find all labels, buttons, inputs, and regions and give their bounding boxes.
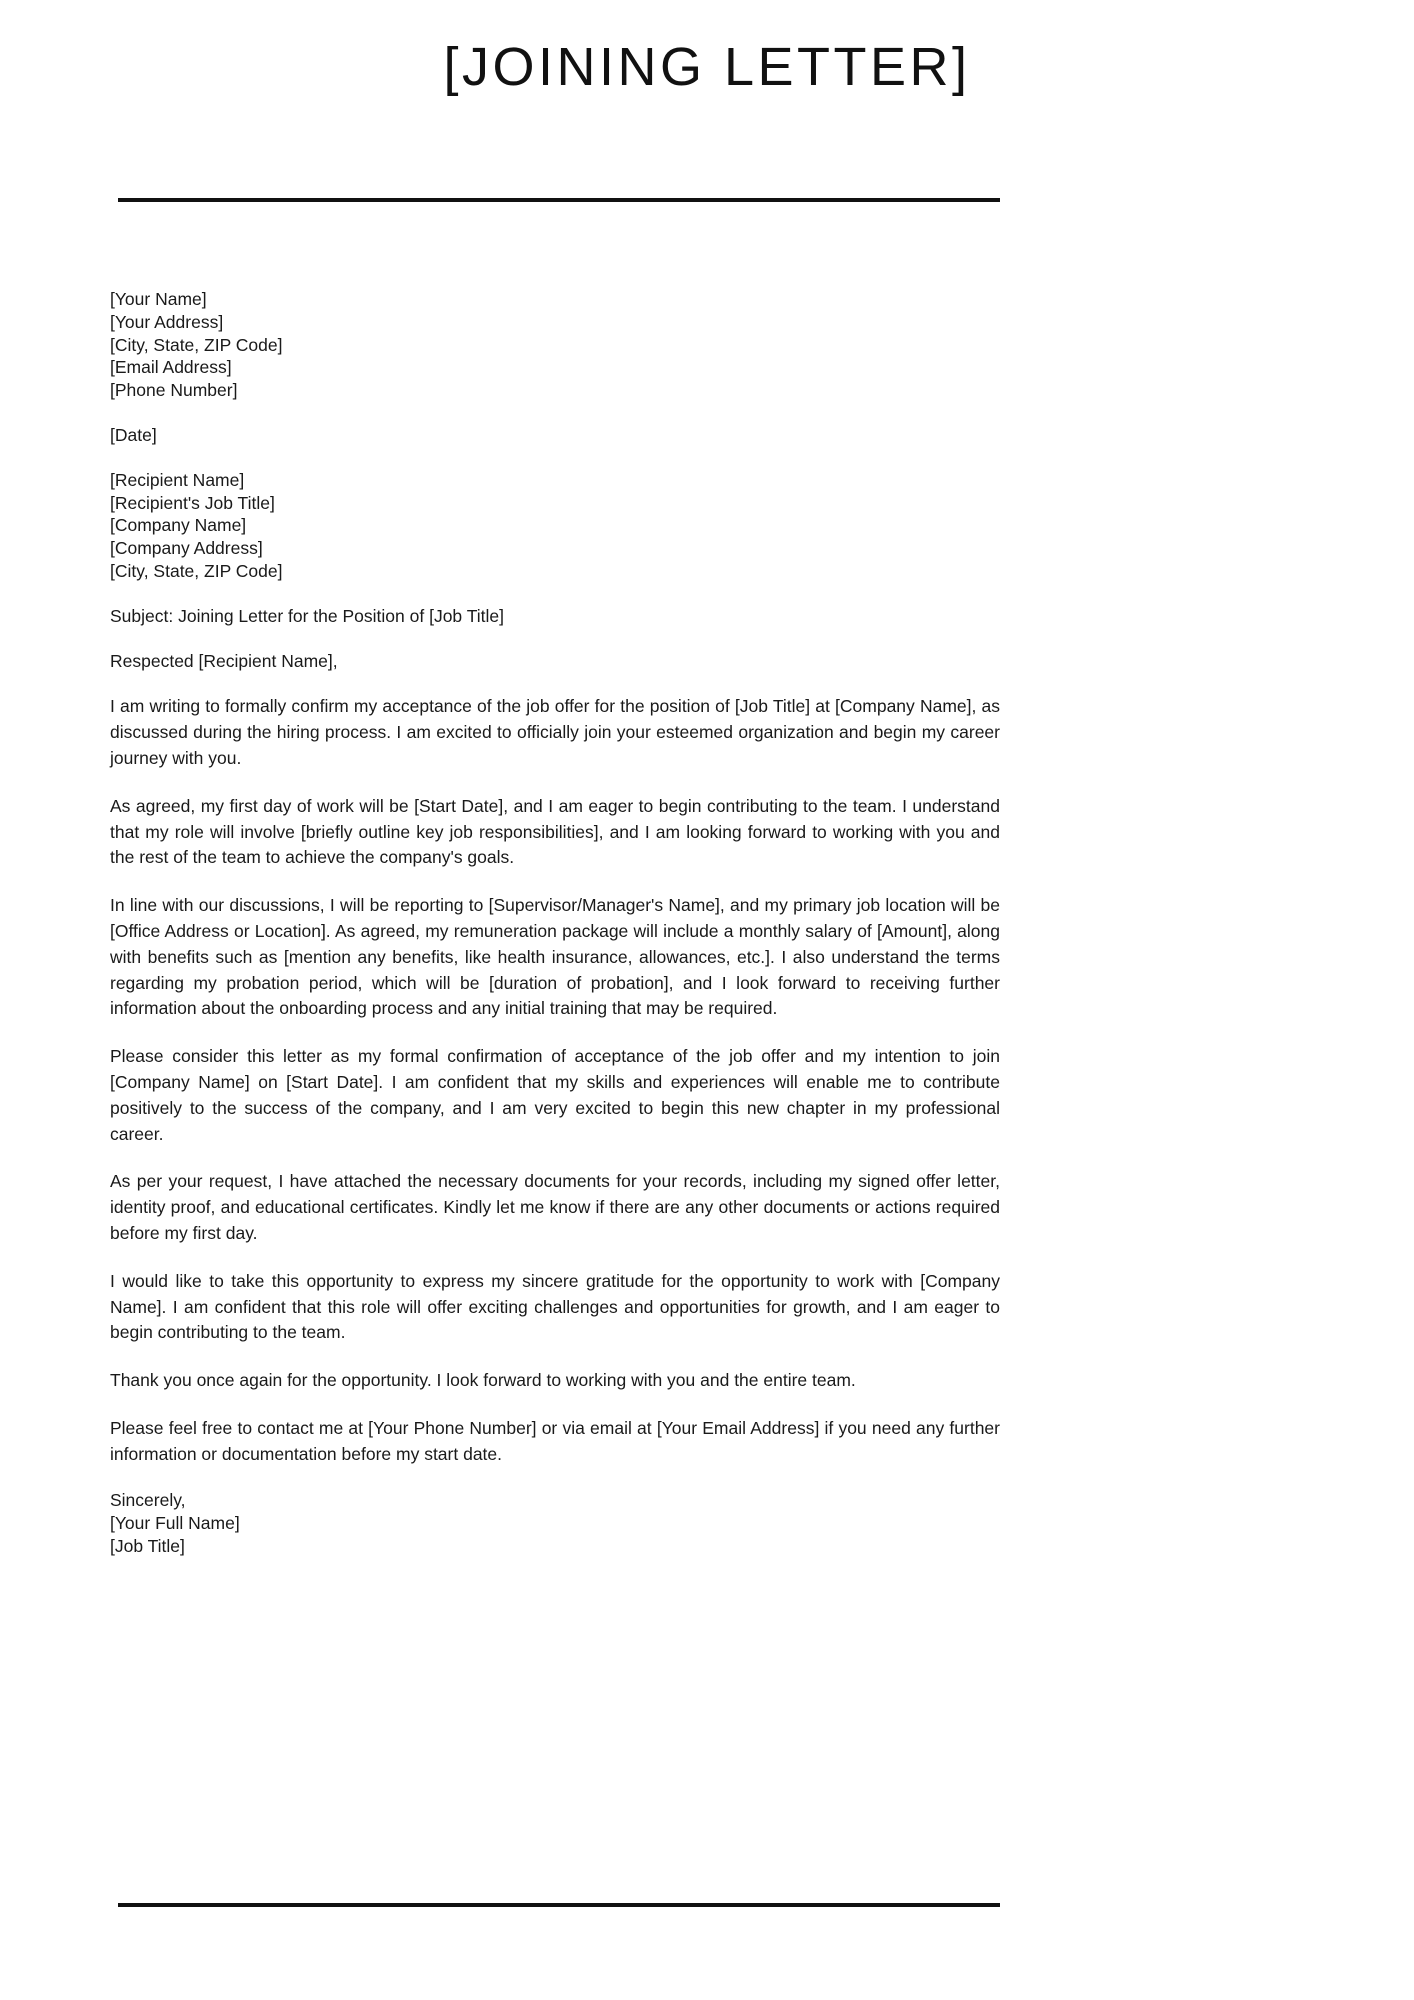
sender-phone: [Phone Number] [110,380,238,401]
recipient-company-address: [Company Address] [110,538,263,559]
paragraph-terms [110,893,1000,1022]
footer-divider [118,1903,1000,1907]
paragraph-text: I am writing to formally confirm my acceptance of the job offer for the position of [Job Title] at [Company Name], as discussed during the hiring process. I am excited to officially join your esteemed organization and begin my career journey with you. [110,696,1000,768]
letter-date: [Date] [110,424,157,445]
paragraph-gratitude [110,1269,1000,1346]
letter-body [110,288,1000,1580]
paragraph-text: In line with our discussions, I will be reporting to [Supervisor/Manager's Name], and my primary job location will be [Office Address or Location]. As agreed, my remuneration package will include a monthly salary of [Amount], along with benefits such as [mention any benefits, like health insurance, allowances, etc.]. I also understand the terms regarding my probation period, which will be [duration of probation], and I look forward to receiving further information about the onboarding process and any initial training that may be required. [110,895,1000,1019]
recipient-city-state-zip: [City, State, ZIP Code] [110,560,283,581]
paragraph-documents [110,1169,1000,1246]
paragraph-text: Please consider this letter as my formal confirmation of acceptance of the job offer and my intention to join [Company Name] on [Start Date]. I am confident that my skills and experiences will enable me to contribute positively to the success of the company, and I am very excited to begin this new chapter in my professional career. [110,1046,1000,1144]
page-title: [JOINING LETTER] [443,37,971,97]
signature-full-name: [Your Full Name] [110,1513,240,1534]
paragraph-acceptance [110,694,1000,771]
paragraph-start-date [110,794,1000,871]
signature-job-title: [Job Title] [110,1536,185,1557]
paragraph-text: Please feel free to contact me at [Your Phone Number] or via email at [Your Email Address] if you need any further information or documentation before my start date. [110,1417,1000,1464]
paragraph-thanks [110,1368,1000,1394]
paragraph-text: I would like to take this opportunity to express my sincere gratitude for the opportunity to work with [Company Name]. I am confident that this role will offer exciting challenges and opportunities for growth, and I am eager to begin contributing to the team. [110,1270,1000,1343]
recipient-job-title: [Recipient's Job Title] [110,492,275,513]
paragraph-text: As agreed, my first day of work will be [Start Date], and I am eager to begin contributing to the team. I understand that my role will involve [briefly outline key job responsibilities], and I am looking forward to working with you and the rest of the team to achieve the company's goals. [110,795,1000,868]
recipient-name: [Recipient Name] [110,469,245,490]
recipient-company-name: [Company Name] [110,515,247,536]
salutation-line: Respected [Recipient Name], [110,650,338,671]
paragraph-text: Thank you once again for the opportunity. I look forward to working with you and the entire team. [110,1370,856,1391]
sender-email: [Email Address] [110,357,232,378]
date-block [110,424,1000,447]
salutation-block [110,650,1000,673]
paragraph-text: As per your request, I have attached the necessary documents for your records, including my signed offer letter, identity proof, and educational certificates. Kindly let me know if there are any other documents or actions required before my first day. [110,1171,1000,1243]
sender-name: [Your Name] [110,289,207,309]
recipient-address-block [110,469,1000,583]
sender-address: [Your Address] [110,311,224,332]
signature-block [110,1489,1000,1557]
paragraph-confirmation [110,1044,1000,1147]
sender-city-state-zip: [City, State, ZIP Code] [110,334,283,355]
header-divider [118,198,1000,202]
subject-line: Subject: Joining Letter for the Position of [Job Title] [110,605,504,626]
subject-block [110,605,1000,628]
paragraph-contact [110,1416,1000,1468]
closing-line: Sincerely, [110,1490,186,1511]
sender-address-block [110,288,1000,402]
